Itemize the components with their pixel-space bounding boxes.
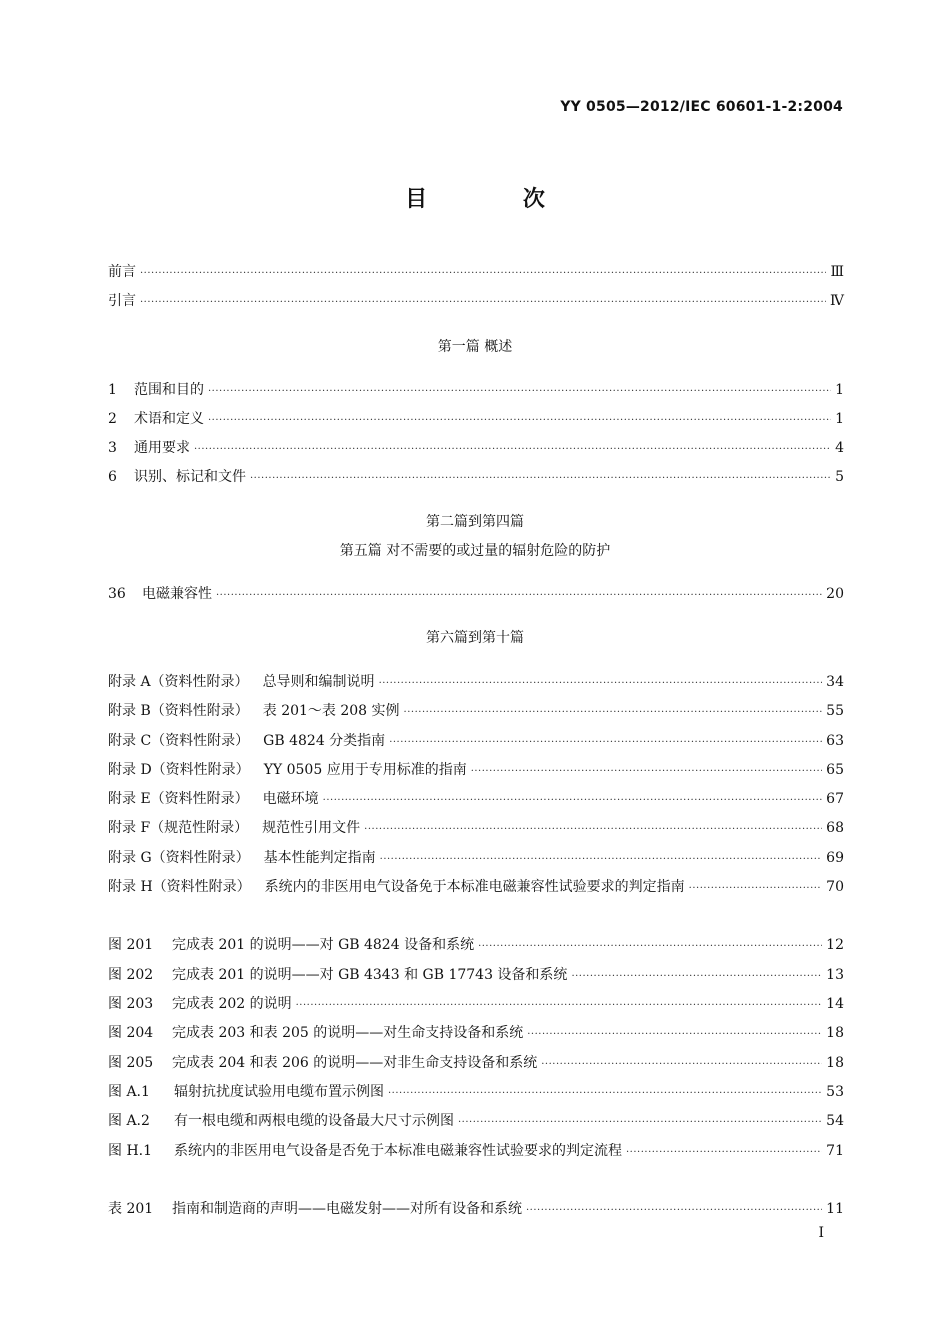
toc-entry-foreword[interactable] — [108, 261, 844, 283]
entry-label: 附录 H（资料性附录） 系统内的非医用电气设备免于本标准电磁兼容性试验要求的判定指南 — [108, 879, 685, 895]
entry-label: 图 201 完成表 201 的说明——对 GB 4824 设备和系统 — [108, 937, 475, 953]
toc-entry-figure[interactable] — [108, 1081, 844, 1103]
toc-entry-figure[interactable] — [108, 1140, 844, 1162]
toc-entry-figure[interactable] — [108, 1052, 844, 1074]
toc-entry-introduction[interactable] — [108, 290, 844, 312]
entry-label: 前言 — [108, 264, 136, 280]
toc-entry[interactable] — [108, 583, 844, 605]
toc-entry-annex[interactable] — [108, 671, 844, 693]
entry-page: 18 — [826, 1055, 844, 1071]
entry-page: Ⅲ — [830, 264, 844, 280]
entry-page: 65 — [826, 762, 844, 778]
toc-entry-figure[interactable] — [108, 1110, 844, 1132]
entry-page: 34 — [826, 674, 844, 690]
part-heading: 第一篇 概述 — [437, 339, 513, 355]
entry-label: 3 通用要求 — [108, 440, 190, 456]
part-heading: 第五篇 对不需要的或过量的辐射危险的防护 — [339, 543, 611, 559]
entry-label: 附录 B（资料性附录） 表 201～表 208 实例 — [108, 703, 400, 719]
leader-dots — [689, 883, 823, 894]
entry-page: 20 — [826, 586, 844, 602]
leader-dots — [250, 473, 831, 484]
leader-dots — [571, 971, 822, 982]
entry-label: 图 A.2 有一根电缆和两根电缆的设备最大尺寸示例图 — [108, 1113, 454, 1129]
toc-entry-annex[interactable] — [108, 700, 844, 722]
toc-entry-annex[interactable] — [108, 847, 844, 869]
entry-label: 2 术语和定义 — [108, 411, 204, 427]
entry-page: 70 — [826, 879, 844, 895]
entry-page: 53 — [826, 1084, 844, 1100]
entry-page: 54 — [826, 1113, 844, 1129]
entry-label: 附录 F（规范性附录） 规范性引用文件 — [108, 820, 361, 836]
leader-dots — [458, 1117, 822, 1128]
entry-label: 附录 E（资料性附录） 电磁环境 — [108, 791, 319, 807]
entry-page: 68 — [826, 820, 844, 836]
entry-page: 5 — [835, 469, 844, 485]
toc-entry-figure[interactable] — [108, 964, 844, 986]
leader-dots — [626, 1147, 822, 1158]
toc-entry-figure[interactable] — [108, 934, 844, 956]
part-heading: 第二篇到第四篇 — [426, 514, 524, 530]
toc-entry-table[interactable] — [108, 1198, 844, 1220]
entry-page: 12 — [826, 937, 844, 953]
toc-entry[interactable] — [108, 379, 844, 401]
entry-page: 1 — [835, 411, 844, 427]
entry-label: 图 204 完成表 203 和表 205 的说明——对生命支持设备和系统 — [108, 1025, 524, 1041]
entry-label: 图 A.1 辐射抗扰度试验用电缆布置示例图 — [108, 1084, 384, 1100]
leader-dots — [471, 766, 822, 777]
toc-entry-annex[interactable] — [108, 759, 844, 781]
toc-entry[interactable] — [108, 437, 844, 459]
leader-dots — [527, 1029, 822, 1040]
entry-page: 14 — [826, 996, 844, 1012]
toc-entry-annex[interactable] — [108, 817, 844, 839]
leader-dots — [208, 415, 831, 426]
entry-page: 69 — [826, 850, 844, 866]
toc-entry-figure[interactable] — [108, 1022, 844, 1044]
entry-label: 图 205 完成表 204 和表 206 的说明——对非生命支持设备和系统 — [108, 1055, 538, 1071]
entry-page: 18 — [826, 1025, 844, 1041]
leader-dots — [208, 386, 831, 397]
leader-dots — [478, 941, 822, 952]
entry-label: 1 范围和目的 — [108, 382, 204, 398]
entry-label: 图 203 完成表 202 的说明 — [108, 996, 292, 1012]
leader-dots — [216, 590, 822, 601]
leader-dots — [379, 678, 823, 689]
toc-entry-annex[interactable] — [108, 788, 844, 810]
leader-dots — [364, 824, 822, 835]
entry-page: 67 — [826, 791, 844, 807]
entry-label: 6 识别、标记和文件 — [108, 469, 246, 485]
page-title: 目 次 — [405, 187, 589, 212]
leader-dots — [140, 268, 826, 279]
entry-label: 图 202 完成表 201 的说明——对 GB 4343 和 GB 17743 设备和系统 — [108, 967, 568, 983]
standard-code: YY 0505—2012/IEC 60601-1-2:2004 — [560, 99, 843, 115]
entry-label: 引言 — [108, 293, 136, 309]
toc-entry[interactable] — [108, 408, 844, 430]
leader-dots — [526, 1205, 822, 1216]
leader-dots — [541, 1059, 822, 1070]
leader-dots — [323, 795, 823, 806]
entry-label: 附录 C（资料性附录） GB 4824 分类指南 — [108, 733, 386, 749]
part-heading: 第六篇到第十篇 — [426, 630, 524, 646]
leader-dots — [389, 737, 822, 748]
toc-entry-figure[interactable] — [108, 993, 844, 1015]
leader-dots — [404, 707, 823, 718]
leader-dots — [194, 444, 831, 455]
entry-page: 1 — [835, 382, 844, 398]
entry-label: 附录 A（资料性附录） 总导则和编制说明 — [108, 674, 375, 690]
leader-dots — [380, 854, 823, 865]
entry-page: 71 — [826, 1143, 844, 1159]
toc-entry-annex[interactable] — [108, 876, 844, 898]
entry-page: 55 — [826, 703, 844, 719]
entry-label: 36 电磁兼容性 — [108, 586, 212, 602]
entry-label: 附录 G（资料性附录） 基本性能判定指南 — [108, 850, 376, 866]
leader-dots — [388, 1088, 822, 1099]
leader-dots — [296, 1000, 823, 1011]
entry-page: 4 — [835, 440, 844, 456]
leader-dots — [140, 297, 826, 308]
entry-label: 图 H.1 系统内的非医用电气设备是否免于本标准电磁兼容性试验要求的判定流程 — [108, 1143, 622, 1159]
toc-entry-annex[interactable] — [108, 730, 844, 752]
entry-label: 附录 D（资料性附录） YY 0505 应用于专用标准的指南 — [108, 762, 467, 778]
entry-page: Ⅳ — [830, 293, 844, 309]
entry-label: 表 201 指南和制造商的声明——电磁发射——对所有设备和系统 — [108, 1201, 522, 1217]
entry-page: 11 — [826, 1201, 844, 1217]
page-number: I — [818, 1225, 824, 1241]
entry-page: 13 — [826, 967, 844, 983]
entry-page: 63 — [826, 733, 844, 749]
toc-entry[interactable] — [108, 466, 844, 488]
